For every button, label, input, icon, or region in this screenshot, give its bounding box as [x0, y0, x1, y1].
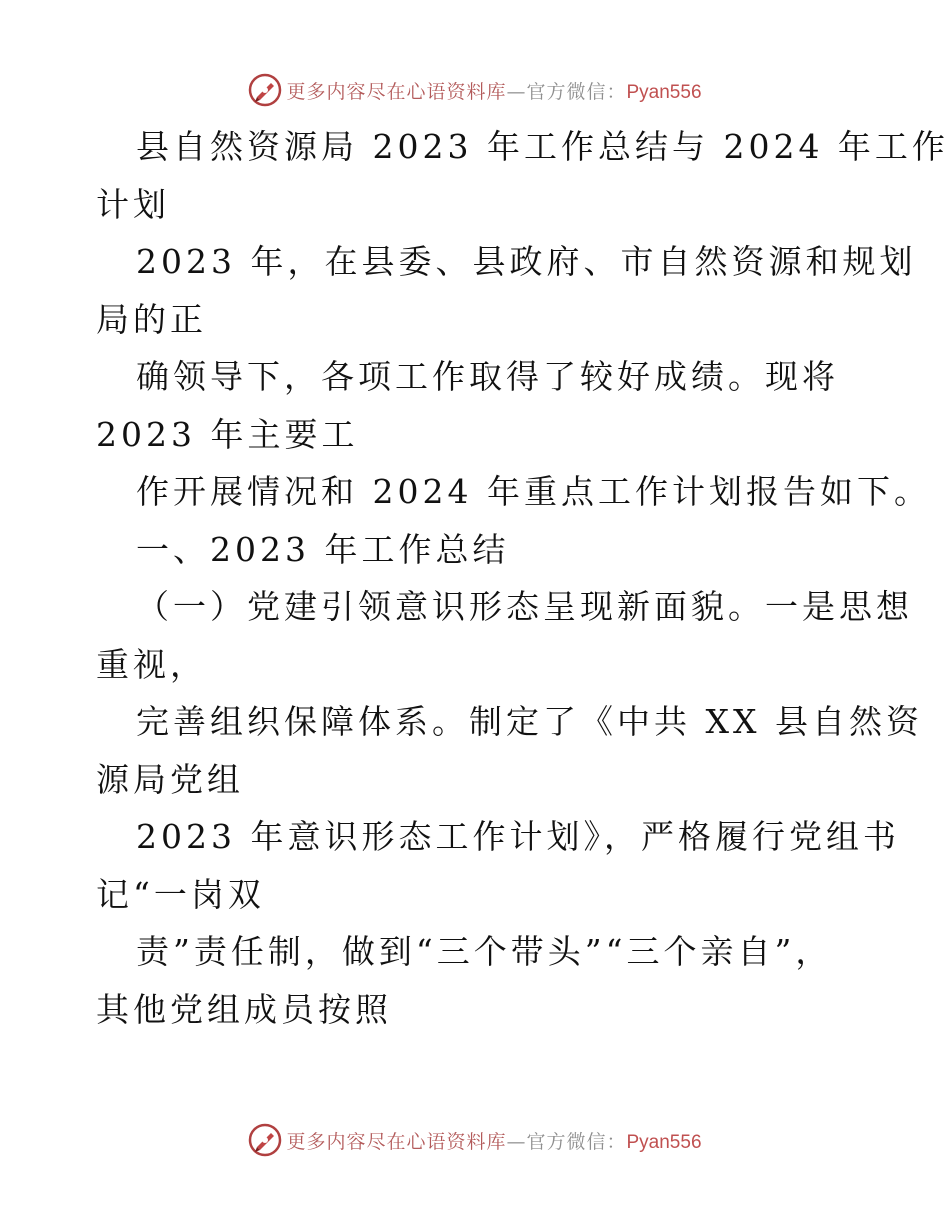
doc-line-1: 县自然资源局 2023 年工作总结与 2024 年工作: [136, 127, 949, 166]
document-body: [96, 118, 949, 1038]
doc-line-3: 2023 年，在县委、县政府、市自然资源和规划: [136, 242, 917, 281]
watermark-footer: [0, 1120, 950, 1160]
doc-line-9: （一）党建引领意识形态呈现新面貌。一是思想: [136, 587, 913, 626]
doc-line-5: 确领导下，各项工作取得了较好成绩。现将: [136, 357, 839, 396]
watermark-text: [286, 1127, 701, 1154]
pen-logo-icon: [248, 73, 282, 107]
doc-line-13: 2023 年意识形态工作计划》，严格履行党组书: [136, 817, 900, 856]
watermark-header: [0, 70, 950, 110]
watermark-wechat-label: 官方微信：: [526, 80, 627, 103]
watermark-dash: —: [506, 1130, 527, 1153]
doc-line-10: 重视，: [96, 644, 207, 684]
watermark-text: [286, 77, 701, 104]
watermark-wechat-id: Pyan556: [626, 1131, 702, 1153]
doc-line-8: 一、2023 年工作总结: [136, 529, 510, 569]
doc-line-14: 记“一岗双: [96, 874, 265, 914]
doc-line-15: 责”责任制，做到“三个带头”“三个亲自”，: [136, 932, 833, 971]
doc-line-16: 其他党组成员按照: [96, 989, 392, 1029]
doc-line-4: 局的正: [96, 299, 207, 339]
watermark-wechat-label: 官方微信：: [526, 1130, 627, 1153]
doc-line-6: 2023 年主要工: [96, 414, 359, 454]
pen-logo-icon: [248, 1123, 282, 1157]
doc-line-11: 完善组织保障体系。制定了《中共 XX 县自然资: [136, 702, 923, 741]
doc-line-7: 作开展情况和 2024 年重点工作计划报告如下。: [136, 472, 931, 511]
doc-line-2: 计划: [96, 184, 170, 224]
watermark-dash: —: [506, 80, 527, 103]
doc-line-12: 源局党组: [96, 759, 244, 799]
watermark-wechat-id: Pyan556: [626, 81, 702, 103]
watermark-prefix: 更多内容尽在心语资料库: [286, 80, 507, 103]
watermark-prefix: 更多内容尽在心语资料库: [286, 1130, 507, 1153]
